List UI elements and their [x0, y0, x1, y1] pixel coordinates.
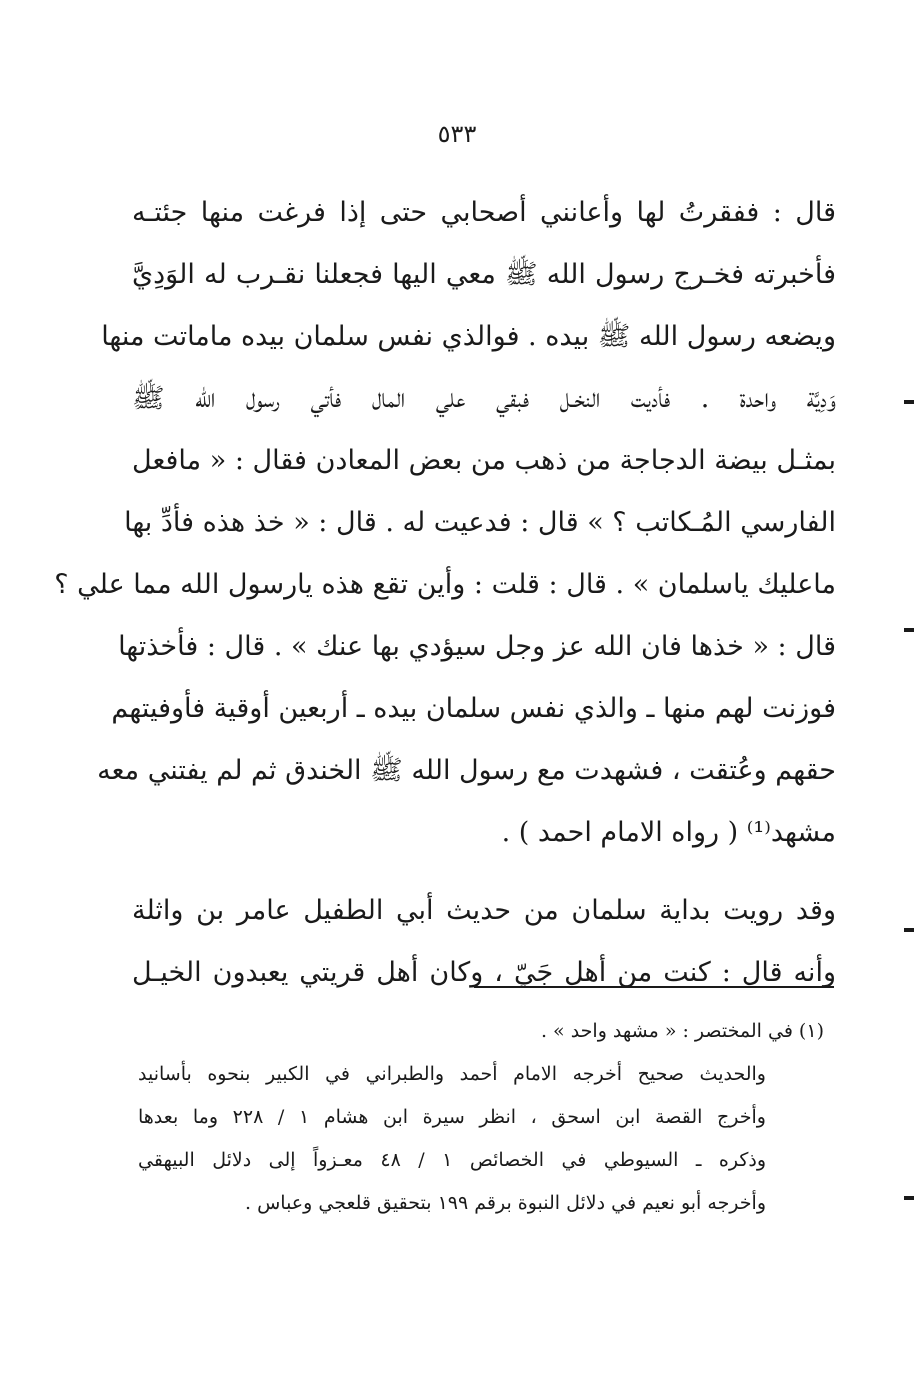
text-line: حقهم وعُتقت ، فشهدت مع رسول الله ﷺ الخندق ثم لم يفتني معه	[97, 755, 836, 786]
text-line: الفارسي المُـكاتب ؟ » قال : فدعيت له . قال : « خذ هذه فأدِّ بها	[124, 507, 836, 538]
text-line: وقد رويت بداية سلمان من حديث أبي الطفيل عامر بن واثلة	[132, 895, 836, 926]
text-line: بمثـل بيضة الدجاجة من ذهب من بعض المعادن فقال : « مافعل	[132, 445, 836, 476]
footnote-line: وذكره ـ السيوطي في الخصائص ١ / ٤٨ معـزواً إلى دلائل البيهقي	[138, 1149, 767, 1171]
footnote-separator	[474, 986, 834, 988]
text-line: قال : ففقرتُ لها وأعانني أصحابي حتى إذا فرغت منها جئتـه	[132, 197, 836, 228]
text-line: مشهد⁽¹⁾ ( رواه الامام احمد ) .	[501, 817, 836, 848]
text-line: ويضعه رسول الله ﷺ بيده . فوالذي نفس سلمان بيده ماماتت منها	[101, 321, 836, 352]
text-line: وَدِيَّة واحدة . فأديت النخـل فبقي علي المال فأتي رسول الله ﷺ	[132, 383, 836, 414]
scan-edge-mark	[904, 628, 914, 632]
page-number: ٥٣٣	[437, 120, 477, 148]
scan-edge-mark	[904, 400, 914, 404]
text-line: قال : « خذها فان الله عز وجل سيؤدي بها عنك » . قال : فأخذتها	[118, 631, 836, 662]
footnote-line: وأخرج القصة ابن اسحق ، انظر سيرة ابن هشام ١ / ٢٢٨ وما بعدها	[138, 1106, 766, 1128]
main-text	[54, 182, 836, 1004]
text-line: فأخبرته فخـرج رسول الله ﷺ معي اليها فجعلنا نقـرب له الوَدِيَّ	[132, 259, 836, 290]
text-line: ماعليك ياسلمان » . قال : قلت : وأين تقع هذه يارسول الله مما علي ؟	[54, 569, 836, 600]
footnotes	[138, 1010, 824, 1225]
text-line: وأنه قال : كنت من أهل جَيّ ، وكان أهل قريتي يعبدون الخيـل	[132, 957, 836, 988]
footnote-line: (١) في المختصر : « مشهد واحد » .	[540, 1020, 824, 1042]
footnote-line: وأخرجه أبو نعيم في دلائل النبوة برقم ١٩٩ بتحقيق قلعجي وعباس .	[245, 1192, 766, 1214]
scan-edge-mark	[904, 928, 914, 932]
footnote-line: والحديث صحيح أخرجه الامام أحمد والطبراني في الكبير بنحوه بأسانيد	[138, 1063, 766, 1085]
scan-edge-mark	[904, 1196, 914, 1200]
text-line: فوزنت لهم منها ـ والذي نفس سلمان بيده ـ أربعين أوقية فأوفيتهم	[111, 693, 836, 724]
paragraph-gap	[132, 864, 836, 880]
